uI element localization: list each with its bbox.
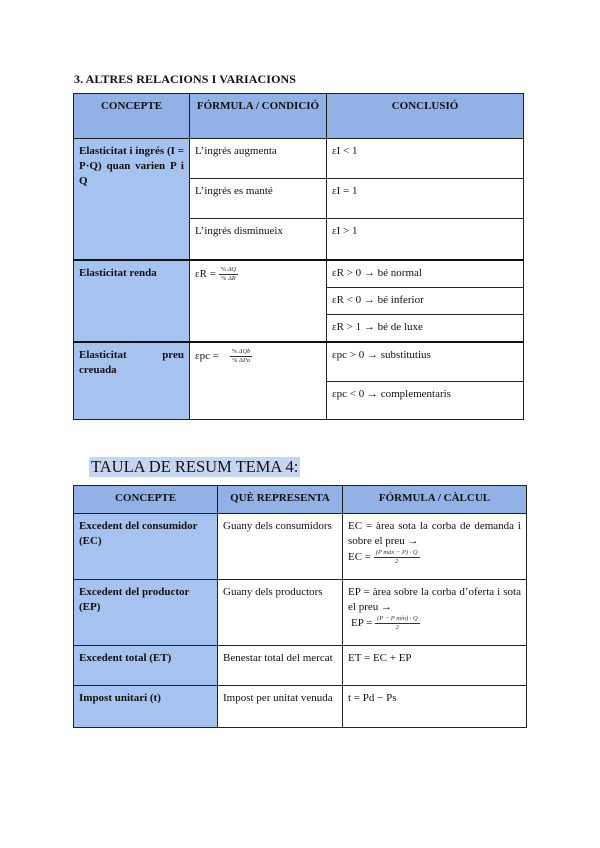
header-que-representa: QUÈ REPRESENTA [218,486,343,514]
formula-cell [190,342,327,420]
table-row [74,580,527,646]
formula-prefix: EC = [348,551,372,564]
formula-cell [343,580,527,646]
header-concepte: CONCEPTE [74,94,190,139]
section-title: 3. ALTRES RELACIONS I VARIACIONS [74,72,297,86]
table-row [74,686,527,728]
formula-cell [190,260,327,342]
table-row [74,646,527,686]
table-row [74,514,527,580]
represents-cell: Impost per unitat venuda [218,686,343,728]
formula-cell: t = Pd − Ps [343,686,527,728]
formula-line [348,615,521,632]
header-concepte: CONCEPTE [74,486,218,514]
conclusion-cell: εI > 1 [327,219,524,260]
formula-cell: ET = EC + EP [343,646,527,686]
table-row [74,342,524,382]
concept-cell: Excedent del productor (EP) [74,580,218,646]
formula-line [348,549,521,566]
formula-prefix: εR = [195,267,216,280]
fraction-numerator: % ΔQ [220,265,237,273]
concept-cell: Impost unitari (t) [74,686,218,728]
fraction [230,348,253,365]
condition-cell: L’ingrés disminueix [190,219,327,260]
conclusion-cell: εpc > 0 → substitutius [327,342,524,382]
table-row [74,139,524,179]
represents-cell: Benestar total del mercat [218,646,343,686]
formula-prefix: εpc = [195,349,219,362]
condition-cell: L’ingrés es manté [190,179,327,219]
fraction-denominator: % ΔPa [232,356,251,364]
table-header-row [74,94,524,139]
conclusion-cell: εI = 1 [327,179,524,219]
formula-text: EC = àrea sota la corba de demanda i sobre el preu → [348,520,521,547]
resum-title: TAULA DE RESUM TEMA 4: [91,457,299,476]
formula-cell [343,514,527,580]
condition-cell: L’ingrés augmenta [190,139,327,179]
header-formula-calcul: FÓRMULA / CÀLCUL [343,486,527,514]
concept-cell: Excedent del consumidor (EC) [74,514,218,580]
conclusion-cell: εI < 1 [327,139,524,179]
fraction-denominator: 2 [395,624,400,631]
concept-cell: Elasticitat renda [74,260,190,342]
summary-table [73,485,527,728]
fraction [374,549,420,566]
fraction-numerator: % ΔQb [231,347,251,355]
table-header-row [74,486,527,514]
fraction-numerator: (P − P mín) · Q [377,615,418,622]
conclusion-cell: εR < 0 → bé inferior [327,288,524,315]
fraction-numerator: (P màx − P) · Q [375,549,418,556]
fraction-denominator: 2 [395,558,399,565]
relations-table [73,93,524,420]
conclusion-cell: εpc < 0 → complementaris [327,382,524,420]
represents-cell: Guany dels productors [218,580,343,646]
concept-cell: Elasticitat i ingrés (I = P·Q) quan varien P i Q [74,139,190,260]
header-conclusio: CONCLUSIÓ [327,94,524,139]
conclusion-cell: εR > 1 → bé de luxe [327,315,524,342]
formula-prefix: EP = [351,617,373,630]
header-formula: FÓRMULA / CONDICIÓ [190,94,327,139]
fraction-denominator: % ΔR [221,274,236,282]
table-row [74,260,524,288]
concept-cell: Excedent total (ET) [74,646,218,686]
formula-text: EP = àrea sobre la corba d’oferta i sota el preu → [348,586,521,613]
fraction [219,266,238,283]
conclusion-cell: εR > 0 → bé normal [327,260,524,288]
concept-cell: Elasticitat preu creuada [74,342,190,420]
fraction [375,615,420,632]
represents-cell: Guany dels consumidors [218,514,343,580]
